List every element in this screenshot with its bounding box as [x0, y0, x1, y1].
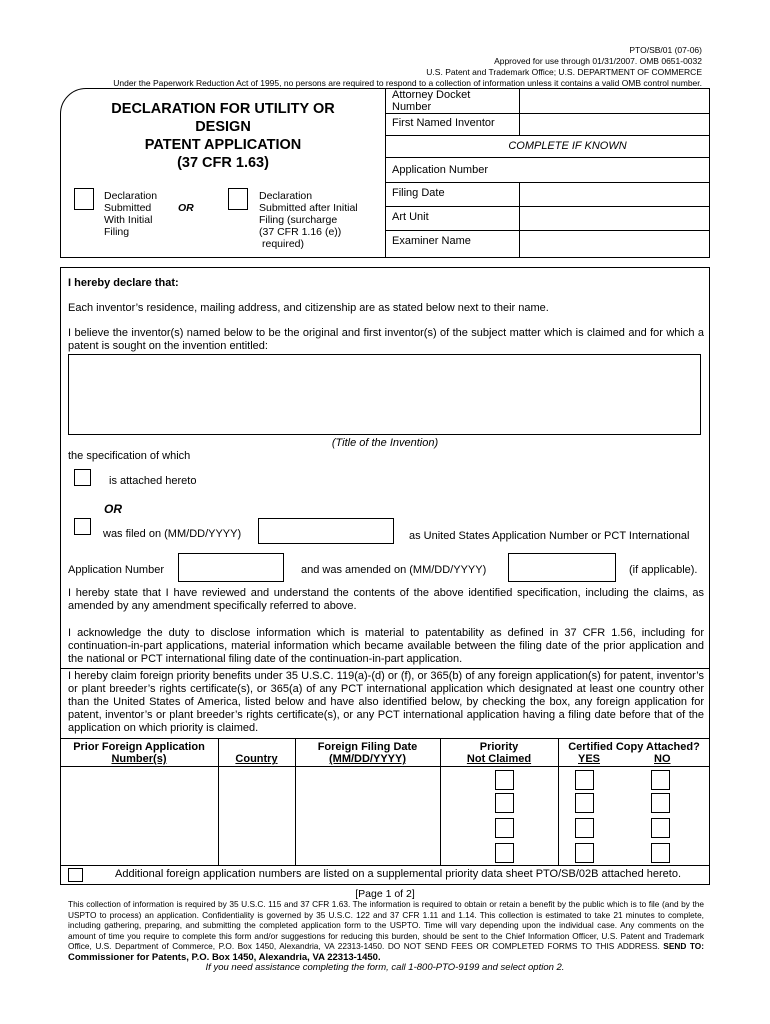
or-label-title: OR [178, 202, 194, 214]
certified-no-checkbox[interactable] [651, 818, 670, 838]
opt1-l3: With Initial [104, 214, 153, 226]
opt2-l1: Declaration [259, 190, 313, 202]
certified-yes-checkbox[interactable] [575, 843, 594, 863]
col-yes: YES [578, 753, 601, 765]
certified-no-checkbox[interactable] [651, 843, 670, 863]
burden-statement [68, 899, 704, 963]
reviewed-text: I hereby state that I have reviewed and understand the contents of the above identified specification, including the claims, as amended by any amendment specifically referred to above. [68, 587, 704, 612]
approval-text: Approved for use through 01/31/2007. OMB 0651-0032 [494, 56, 702, 66]
complete-if-known: COMPLETE IF KNOWN [508, 140, 627, 152]
priority-not-claimed-checkbox[interactable] [495, 793, 514, 813]
initial-filing-checkbox[interactable] [74, 188, 94, 210]
certified-yes-checkbox[interactable] [575, 818, 594, 838]
burden-text: This collection of information is required by 35 U.S.C. 115 and 37 CFR 1.63. The information is required to obtain or retain a benefit by the public which is to file (and by the USPTO to process) an application. Confidentiality is governed by 35 U.S.C. 122 and 37 CFR 1.11 and 1.14. This collection is estimated to take 21 minutes to complete, including gathering, preparing, and submitting the completed application form to the USPTO. Time will vary depending upon the individual case. Any comments on the amount of time you require to complete this form and/or suggestions for reducing this burden, should be sent to the Chief Information Officer, U.S. Patent and Trademark Office, U.S. Department of Commerce, P.O. Box 1450, Alexandria, VA 22313-1450. DO NOT SEND FEES OR COMPLETED FORMS TO THIS ADDRESS. [68, 899, 704, 951]
examiner-name-field[interactable] [521, 232, 708, 256]
after-filing-checkbox[interactable] [228, 188, 248, 210]
priority-not-claimed-checkbox[interactable] [495, 843, 514, 863]
attached-text: is attached hereto [109, 475, 197, 487]
claim-priority-text: I hereby claim foreign priority benefits under 35 U.S.C. 119(a)-(d) or (f), or 365(b) of any foreign application(s) for patent, inventor’s or plant breeder’s rights certificate(s), or 365(a) of any PCT international application which designated at least one country other than the United States of America, listed below and have also identified below, by checking the box, any foreign application for patent, inventor’s or plant breeder’s rights certificate(s), or any PCT international application having a filing date before that of the application on which priority is claimed. [68, 670, 704, 734]
filed-on-date-field[interactable] [258, 518, 394, 544]
application-number-field[interactable] [521, 159, 708, 181]
certified-no-checkbox[interactable] [651, 793, 670, 813]
art-unit-field[interactable] [521, 208, 708, 229]
spec-of-which-text: the specification of which [68, 450, 191, 462]
certified-yes-checkbox[interactable] [575, 793, 594, 813]
first-inventor-field[interactable] [521, 115, 708, 134]
opt1-l2: Submitted [104, 202, 152, 214]
app-number-field[interactable] [178, 553, 284, 582]
residence-text: Each inventor’s residence, mailing address, and citizenship are as stated below next to their name. [68, 302, 549, 314]
additional-apps-text: Additional foreign application numbers are listed on a supplemental priority data sheet PTO/SB/02B attached hereto. [115, 868, 682, 880]
commissioner-address: Commissioner for Patents, P.O. Box 1450, Alexandria, VA 22313-1450. [68, 951, 381, 963]
agency-text: U.S. Patent and Trademark Office; U.S. DEPARTMENT OF COMMERCE [426, 67, 702, 77]
amended-on-text: and was amended on (MM/DD/YYYY) [301, 564, 487, 576]
docket-number-field[interactable] [521, 90, 708, 112]
application-number-label: Application Number [392, 164, 488, 176]
declare-heading: I hereby declare that: [68, 277, 179, 289]
filed-on-text: was filed on (MM/DD/YYYY) [103, 528, 242, 540]
form-id: PTO/SB/01 (07-06) [629, 45, 702, 55]
opt2-l3: Filing (surcharge [259, 214, 338, 226]
priority-not-claimed-checkbox[interactable] [495, 818, 514, 838]
invention-title-field[interactable] [68, 354, 701, 435]
title-caption: (Title of the Invention) [331, 437, 439, 449]
page-number: [Page 1 of 2] [355, 888, 415, 900]
acknowledge-text: I acknowledge the duty to disclose information which is material to patentability as defined in 37 CFR 1.56, including for continuation-in-part applications, material information which became available between the filing date of the prior application and the national or PCT international filing date of the continuation-in-part application. [68, 627, 704, 665]
first-inventor-label: First Named Inventor [392, 117, 495, 129]
col-priority-l1: Priority [479, 741, 519, 753]
title-line4: (37 CFR 1.63) [177, 155, 269, 171]
app-number-label: Application Number [68, 564, 164, 576]
paperwork-text: Under the Paperwork Reduction Act of 1995, no persons are required to respond to a collection of information unless it contains a valid OMB control number. [113, 78, 702, 88]
additional-apps-checkbox[interactable] [68, 868, 83, 882]
opt2-l2: Submitted after Initial [259, 202, 358, 214]
believe-text: I believe the inventor(s) named below to be the original and first inventor(s) of the subject matter which is claimed and for which a patent is sought on the invention entitled: [68, 327, 704, 352]
as-us-app-text: as United States Application Number or PCT International [409, 530, 690, 542]
priority-not-claimed-checkbox[interactable] [495, 770, 514, 790]
filing-date-field[interactable] [521, 184, 708, 205]
col-country: Country [235, 753, 278, 765]
title-line2: DESIGN [195, 119, 251, 135]
filing-date-label: Filing Date [392, 187, 445, 199]
title-line3: PATENT APPLICATION [144, 137, 302, 153]
opt2-l5: required) [262, 238, 305, 250]
filed-on-checkbox[interactable] [74, 518, 91, 535]
art-unit-label: Art Unit [392, 211, 429, 223]
attached-checkbox[interactable] [74, 469, 91, 486]
send-to-label: SEND TO: [663, 941, 704, 951]
docket-label-1: Attorney Docket [392, 89, 471, 101]
title-line1: DECLARATION FOR UTILITY OR [111, 101, 335, 117]
assistance-text: If you need assistance completing the form, call 1-800-PTO-9199 and select option 2. [205, 962, 565, 973]
docket-label-2: Number [392, 101, 432, 113]
col-filing-date-l1: Foreign Filing Date [317, 741, 418, 753]
examiner-name-label: Examiner Name [392, 235, 471, 247]
opt1-l4: Filing [104, 226, 130, 238]
col-certified-copy: Certified Copy Attached? [568, 741, 700, 753]
amended-date-field[interactable] [508, 553, 616, 582]
if-applicable-text: (if applicable). [629, 564, 698, 576]
col-prior-app-l1: Prior Foreign Application [73, 741, 205, 753]
certified-yes-checkbox[interactable] [575, 770, 594, 790]
col-prior-app-l2: Number(s) [111, 753, 167, 765]
opt2-l4: (37 CFR 1.16 (e)) [259, 226, 342, 238]
col-priority-l2: Not Claimed [466, 753, 532, 765]
col-no: NO [654, 753, 671, 765]
certified-no-checkbox[interactable] [651, 770, 670, 790]
or-label-body: OR [104, 502, 122, 516]
opt1-l1: Declaration [104, 190, 158, 202]
col-filing-date-l2: (MM/DD/YYYY) [329, 753, 406, 765]
